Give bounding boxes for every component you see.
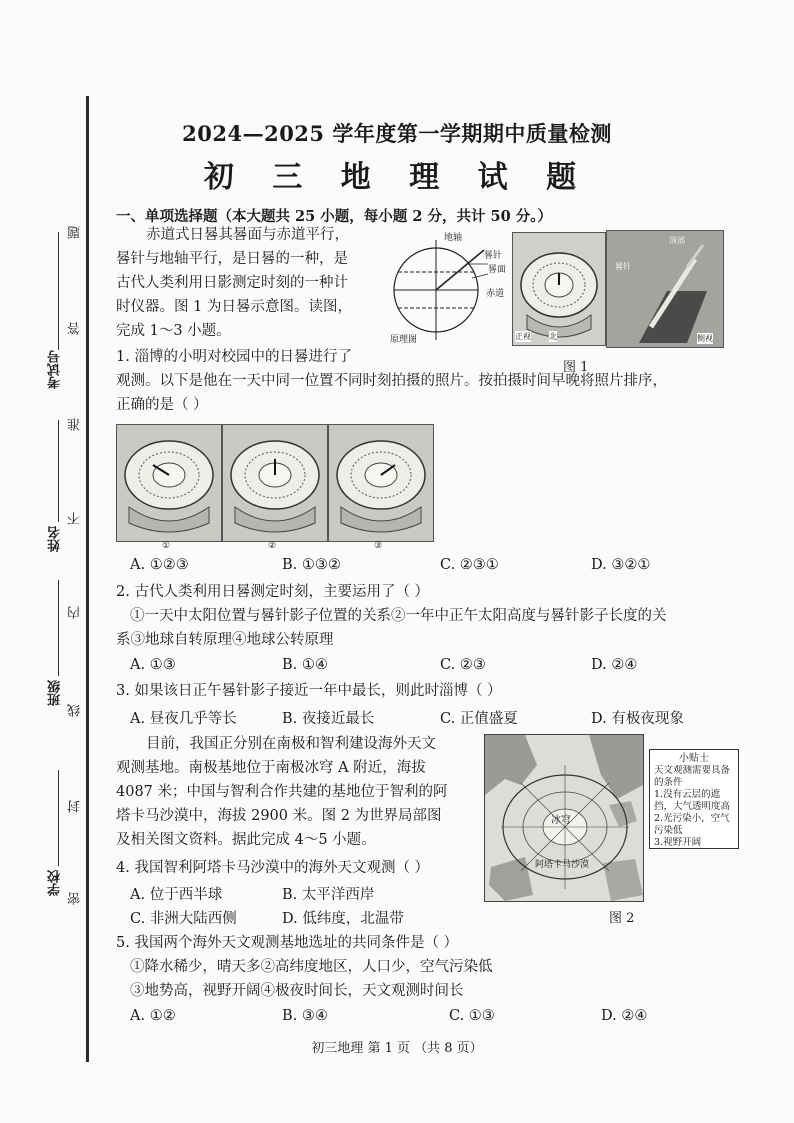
principle-label: 原理图 xyxy=(390,335,418,345)
q2-option-d[interactable]: D. ②④ xyxy=(591,657,638,673)
class-blank xyxy=(58,580,59,676)
q2-line: 2. 古代人类利用日晷测定时刻，主要运用了（ ） xyxy=(116,584,430,600)
q5-line: ③地势高，视野开阔④极夜时间长，天文观测时间长 xyxy=(130,983,464,999)
intro1-line: 赤道式日晷其晷面与赤道平行， xyxy=(146,227,349,243)
figure2-caption: 图 2 xyxy=(609,911,635,926)
q4-option-c[interactable]: C. 非洲大陆西侧 xyxy=(130,911,237,927)
q5-option-c[interactable]: C. ①③ xyxy=(449,1008,495,1024)
school-blank xyxy=(58,770,59,866)
q2-option-c[interactable]: C. ②③ xyxy=(440,657,486,673)
equator-label: 赤道 xyxy=(486,289,505,299)
q2-line: 系③地球自转原理④地球公转原理 xyxy=(116,632,334,648)
exam-subtitle: 初 三 地 理 试 题 xyxy=(203,160,591,195)
seal-word: 准 xyxy=(68,418,83,431)
seal-word: 密 xyxy=(68,892,83,905)
seal-word: 答 xyxy=(68,322,83,335)
q5-option-d[interactable]: D. ②④ xyxy=(601,1008,648,1024)
q4-line: 4. 我国智利阿塔卡马沙漠中的海外天文观测（ ） xyxy=(116,860,430,876)
figure1-caption: 图 1 xyxy=(563,360,589,375)
tips-box xyxy=(649,749,739,849)
desert-label: 阿塔卡马沙漠 xyxy=(535,860,590,870)
tips-title: 小贴士 xyxy=(679,753,709,764)
intro1-line: 时仪器。图 1 为日晷示意图。读图， xyxy=(116,299,352,315)
intro1-line: 完成 1～3 小题。 xyxy=(116,323,231,339)
q4-option-b[interactable]: B. 太平洋西岸 xyxy=(282,887,375,903)
q1-photo-2 xyxy=(222,424,328,542)
binding-line xyxy=(86,96,89,1062)
axis-label: 地轴 xyxy=(444,233,463,243)
intro2-line: 观测基地。南极基地位于南极冰穹 A 附近，海拔 xyxy=(116,760,426,776)
exam-title: 2024—2025 学年度第一学期期中质量检测 xyxy=(182,121,612,146)
q1-photo-3 xyxy=(328,424,434,542)
photo-label-1: ① xyxy=(162,541,171,551)
world-map-figure xyxy=(484,734,644,902)
q5-option-a[interactable]: A. ①② xyxy=(130,1008,176,1024)
sundial-principle-diagram xyxy=(388,228,510,346)
seal-word: 内 xyxy=(68,606,83,619)
tips-line: 2.光污染小，空气污染低 xyxy=(654,813,730,836)
section-heading: 一、单项选择题（本大题共 25 小题，每小题 2 分，共计 50 分。） xyxy=(116,208,552,225)
top-label: 顶部 xyxy=(669,236,685,245)
q3-option-c[interactable]: C. 正值盛夏 xyxy=(440,711,518,727)
q3-option-b[interactable]: B. 夜接近最长 xyxy=(282,711,375,727)
q1-option-d[interactable]: D. ③②① xyxy=(591,557,651,573)
needle-label: 晷针 xyxy=(484,251,503,261)
north-label: 北 xyxy=(549,332,557,341)
q4-option-a[interactable]: A. 位于西半球 xyxy=(130,887,223,903)
exam-number-label: 考试号 xyxy=(48,350,63,389)
intro2-line: 4087 米；中国与智利合作共建的基地位于智利的阿 xyxy=(116,784,448,800)
q1-option-a[interactable]: A. ①②③ xyxy=(130,557,189,573)
q1-option-c[interactable]: C. ②③① xyxy=(440,557,499,573)
q1-line: 正确的是（ ） xyxy=(116,397,208,413)
seal-word: 线 xyxy=(68,704,83,717)
view-label: 正视 xyxy=(515,332,531,341)
class-label: 班级 xyxy=(48,680,63,706)
intro2-line: 塔卡马沙漠中，海拔 2900 米。图 2 为世界局部图 xyxy=(116,808,442,824)
q2-option-a[interactable]: A. ①③ xyxy=(130,657,176,673)
q5-line: ①降水稀少，晴天多②高纬度地区，人口少，空气污染低 xyxy=(130,959,493,975)
q1-photo-1 xyxy=(116,424,222,542)
q2-line: ①一天中太阳位置与晷针影子位置的关系②一年中正午太阳高度与晷针影子长度的关 xyxy=(130,608,667,624)
seal-word: 不 xyxy=(68,512,83,525)
face-label: 晷面 xyxy=(488,265,507,275)
side-label: 侧视 xyxy=(697,334,713,343)
seal-word: 封 xyxy=(68,800,83,813)
seal-word: 题 xyxy=(68,226,83,239)
q5-line: 5. 我国两个海外天文观测基地选址的共同条件是（ ） xyxy=(116,935,459,951)
name-blank xyxy=(58,420,59,522)
school-label: 学校 xyxy=(48,870,63,896)
q3-option-a[interactable]: A. 昼夜几乎等长 xyxy=(130,711,237,727)
intro2-line: 及相关图文资料。据此完成 4～5 小题。 xyxy=(116,832,376,848)
page-footer: 初三地理 第 1 页 （共 8 页） xyxy=(311,1041,483,1056)
sundial-side-photo xyxy=(606,230,724,348)
q5-option-b[interactable]: B. ③④ xyxy=(282,1008,328,1024)
intro1-line: 古代人类利用日影测定时刻的一种计 xyxy=(116,275,348,291)
q1-option-b[interactable]: B. ①③② xyxy=(282,557,341,573)
q3-line: 3. 如果该日正午晷针影子接近一年中最长，则此时淄博（ ） xyxy=(116,683,502,699)
q1-line: 观测。以下是他在一天中同一位置不同时刻拍摄的照片。按拍摄时间早晚将照片排序， xyxy=(116,373,667,389)
q3-option-d[interactable]: D. 有极夜现象 xyxy=(591,711,684,727)
intro2-line: 目前，我国正分别在南极和智利建设海外天文 xyxy=(146,736,436,752)
q2-option-b[interactable]: B. ①④ xyxy=(282,657,328,673)
photo-label-2: ② xyxy=(268,541,277,551)
tips-line: 天文观测需要具备的条件 xyxy=(654,765,731,788)
sundial-front-photo xyxy=(512,232,606,346)
side-needle-label: 晷针 xyxy=(615,262,631,271)
photo-label-3: ③ xyxy=(374,541,383,551)
name-label: 姓名 xyxy=(48,526,63,552)
q1-line: 1. 淄博的小明对校园中的日晷进行了 xyxy=(116,349,352,365)
q4-option-d[interactable]: D. 低纬度，北温带 xyxy=(282,911,404,927)
exam-number-blank xyxy=(58,232,59,350)
dome-label: 冰穹 xyxy=(551,815,571,826)
intro1-line: 晷针与地轴平行，是日晷的一种，是 xyxy=(116,251,348,267)
tips-line: 1.没有云层的遮挡，大气透明度高 xyxy=(654,789,731,812)
tips-line: 3.视野开阔 xyxy=(654,837,702,848)
